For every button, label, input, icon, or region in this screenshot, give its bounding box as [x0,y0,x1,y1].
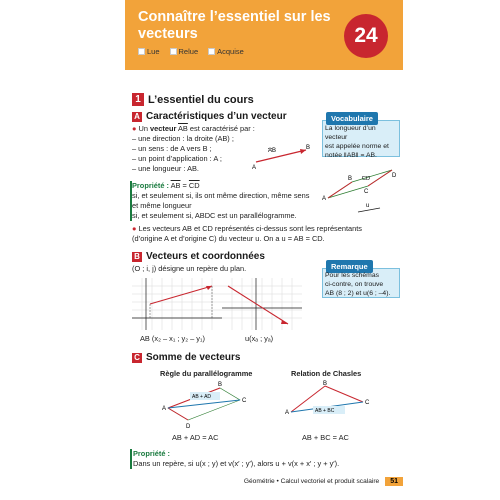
frame-intro: (O ; i, j) désigne un repère du plan. [132,264,247,273]
vocabulary-text: La longueur d’un vecteur est appelée norme et notée ‖AB‖ = AB. [325,125,389,159]
check-relue[interactable]: Relue [170,47,199,56]
parallelogram-equation: AB + AD = AC [172,433,219,442]
remark-tab: Remarque [326,260,373,273]
vocabulary-tab: Vocabulaire [326,112,378,125]
svg-text:CD: CD [362,176,370,182]
svg-text:A: A [162,406,167,412]
coordinates-caption-left: AB (x₂ – x₁ ; y₂ – y₁) [140,334,205,343]
svg-text:AB + AD: AB + AD [192,394,212,400]
section-title: 1 L’essentiel du cours [132,93,254,106]
svg-text:B: B [348,176,353,182]
parallelogram-rule-title: Règle du parallélogramme [160,369,253,378]
svg-text:C: C [242,398,247,404]
checkbox-icon[interactable] [138,48,145,55]
svg-text:A: A [252,165,257,170]
sum-coordinates-property: Propriété : Dans un repère, si u(x ; y) et v(x′ ; y′), alors u + v(x + x′ ; y + y′). [133,449,340,468]
page-number: 51 [385,477,403,486]
vector-definition: ● Un vecteur $\overline{AB}$ est caractérisé par : – une direction : la droite (AB) ; – un sens : de A vers B ; – un point d’application : A ; – une longueur : AB. [132,124,255,173]
svg-text:C: C [364,189,369,195]
svg-text:AB: AB [268,148,277,154]
page-title: Connaître l’essentiel sur les vecteurs [138,9,331,42]
checkbox-icon[interactable] [170,48,177,55]
svg-text:A: A [285,410,290,416]
chasles-equation: AB + BC = AC [302,433,349,442]
vector-ab-figure [252,140,312,170]
checkbox-icon[interactable] [208,48,215,55]
svg-text:u: u [366,203,370,209]
chasles-title: Relation de Chasles [291,369,362,378]
svg-text:B: B [323,381,328,387]
svg-text:A: A [322,196,327,202]
chasles-figure [283,380,373,430]
check-lue[interactable]: Lue [138,47,160,56]
coordinates-graph-left [132,278,222,330]
remark-text: Pour les schémas ci-contre, on trouve AB (8 ; 2) et u(6 ; –4). [325,272,391,297]
progress-checkboxes [138,47,244,56]
subsection-c: C Somme de vecteurs [132,352,241,363]
equality-property: Propriété : $\overline{AB} = \overline{CD}$ si, et seulement si, ils ont même direction, même sens et même longueur si, et seulement si, ABDC est un parallélogramme. [132,181,310,220]
svg-text:D: D [392,173,397,179]
svg-text:B: B [306,145,311,151]
page-footer [125,473,403,489]
subsection-a: A Caractéristiques d’un vecteur [132,111,287,122]
svg-text:B: B [218,382,223,388]
parallelogram-figure [318,160,400,216]
footer-chapter: Géométrie • Calcul vectoriel et produit scalaire [243,477,380,485]
svg-text:C: C [365,400,370,406]
svg-text:D: D [186,424,191,430]
svg-text:AB + BC: AB + BC [315,408,335,414]
check-acquise[interactable]: Acquise [208,47,244,56]
coordinates-caption-right: u(xₐ ; yₐ) [245,334,274,343]
sheet-number-badge: 24 [344,14,388,58]
representatives-text: ● Les vecteurs AB et CD représentés ci-dessus sont les représentants (d’origine A et d’origine C) du vecteur u. On a u = AB = CD. [132,224,363,243]
property-bar [130,181,132,221]
parallelogram-sum-figure [160,380,250,430]
coordinates-graph-right [222,278,302,330]
subsection-b: B Vecteurs et coordonnées [132,251,265,262]
property2-bar [130,449,132,469]
